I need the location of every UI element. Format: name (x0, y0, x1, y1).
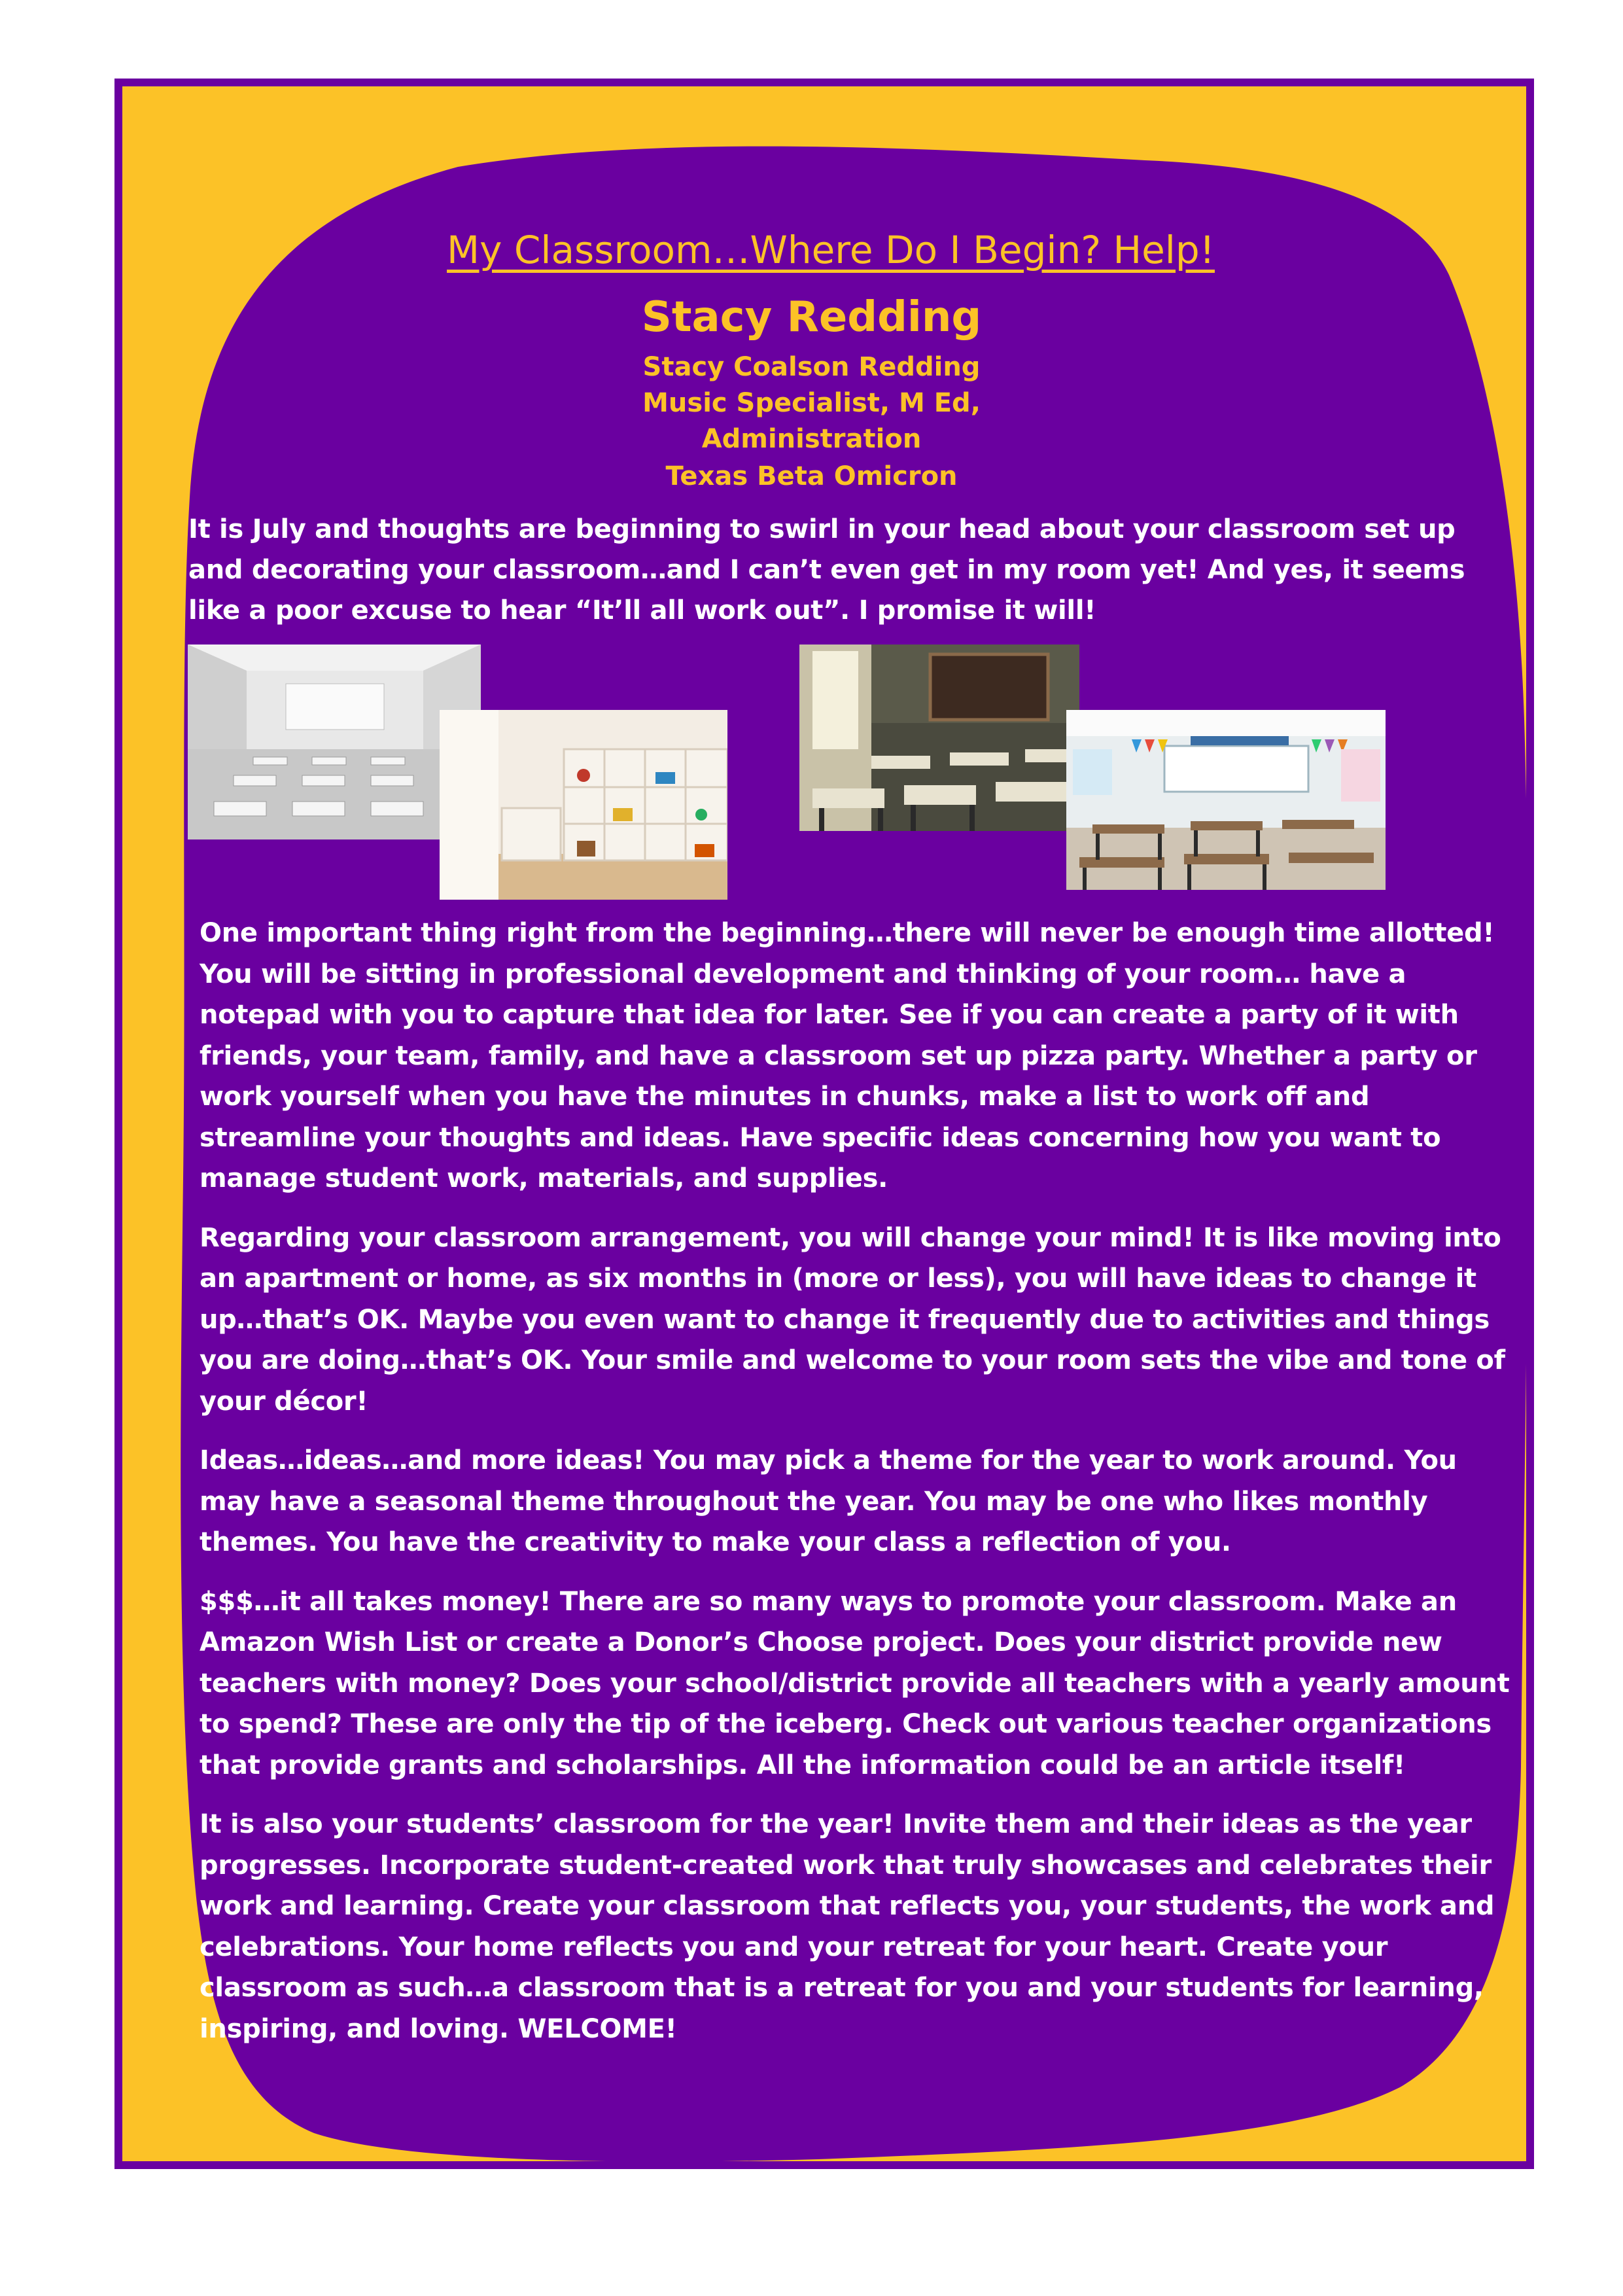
empty-classroom-photo (188, 645, 481, 839)
intro-paragraph: It is July and thoughts are beginning to swirl in your head about your classroom set up and decorating your classroom…and I can’t even get in my room yet! And yes, it seems like a poor excuse to hear “It’ll all work out”. I promise it will! (188, 514, 1465, 626)
body-paragraph: Regarding your classroom arrangement, you will change your mind! It is like moving into an apartment or home, as six months in (more or less), you will have ideas to change it up…that’s OK. Maybe you even want to change it frequently due to activities and things you are doing…that’s OK. Your smile and welcome to your room sets the vibe and tone of your décor! (200, 1222, 1505, 1417)
body-paragraph: Ideas…ideas…and more ideas! You may pick a theme for the year to work around. You may have a seasonal theme throughout the year. You may be one who likes monthly themes. You have the creativity to make your class a reflection of you. (200, 1445, 1457, 1557)
bright-classroom-photo (1066, 710, 1386, 890)
article-title: My Classroom…Where Do I Begin? Help! (447, 228, 1215, 272)
author-department: Administration (701, 424, 922, 454)
author-chapter: Texas Beta Omicron (665, 461, 958, 491)
article-body (200, 913, 1514, 2068)
chalkboard-classroom-photo (799, 645, 1079, 831)
body-paragraph: It is also your students’ classroom for the year! Invite them and their ideas as the year progresses. Incorporate student-created work that truly showcases and celebrates their work and learning. Create your classroom that reflects you, your students, the work and celebrations. Your home reflects you and your retreat for your heart. Create your classroom as such…a classroom that is a retreat for you and your students for learning, inspiring, and loving. WELCOME! (200, 1809, 1495, 2044)
body-paragraph: One important thing right from the beginning…there will never be enough time allotted! You will be sitting in professional development and thinking of your room… have a notepad with you to capture that idea for later. See if you can create a party of it with friends, your team, family, and have a classroom set up pizza party. Whether a party or work yourself when you have the minutes in chunks, make a list to work off and streamline your thoughts and ideas. Have specific ideas concerning how you want to manage student work, materials, and supplies. (200, 918, 1495, 1193)
author-name: Stacy Redding (641, 293, 982, 342)
body-paragraph: $$$…it all takes money! There are so many ways to promote your classroom. Make an Amazon Wish List or create a Donor’s Choose project. Does your district provide new teachers with money? Does your school/district provide all teachers with a yearly amount to spend? These are only the tip of the iceberg. Check out various teacher organizations that provide grants and scholarships. All the information could be an article itself! (200, 1586, 1510, 1780)
author-role: Music Specialist, M Ed, (642, 388, 981, 418)
shelves-classroom-photo (440, 710, 727, 900)
author-full-name: Stacy Coalson Redding (642, 352, 981, 382)
